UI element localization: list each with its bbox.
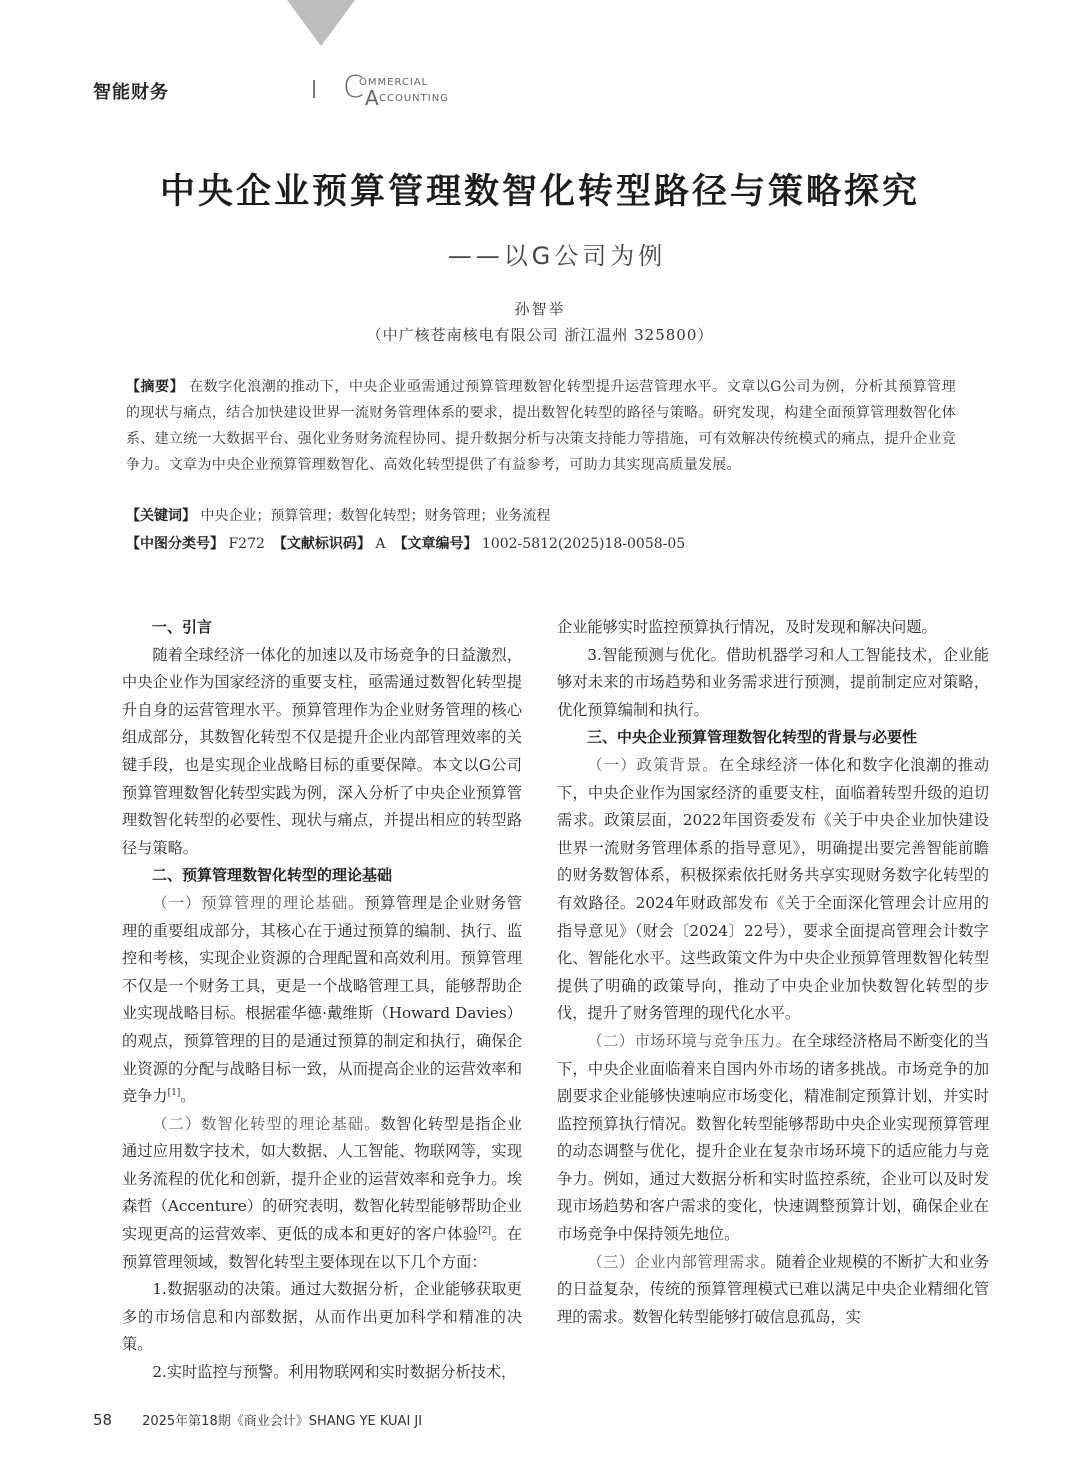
clc-value: F272 xyxy=(228,536,265,552)
article-title: 中央企业预算管理数智化转型路径与策略探究 xyxy=(159,172,920,212)
market-text: 在全球经济格局不断变化的当下，中央企业面临着来自国内外市场的诸多挑战。市场竞争的加剧要求企业能够快速响应市场变化，精准制定预算计划，并实时监控预算执行情况。数智化转型能够帮助中央企业实现预算管理的动态调整与优化，提升企业在复杂市场环境下的适应能力与竞争力。例如，通过大数据分析和实时监控系统，企业可以及时发现市场趋势和客户需求的变化，快速调整预算计划，确保企业在市场竞争中保持领先地位。 xyxy=(557,1031,990,1244)
budget-theory-end: 。 xyxy=(180,1087,196,1106)
heading-background: 三、中央企业预算管理数智化转型的背景与必要性 xyxy=(587,728,918,747)
logo-line1: OMMERCIAL xyxy=(359,77,429,88)
digital-theory-paragraph xyxy=(122,1111,522,1277)
policy-paragraph xyxy=(557,752,989,1028)
right-column xyxy=(557,614,989,1331)
doccode-label: 【文献标识码】 xyxy=(272,536,371,552)
heading-theory: 二、预算管理数智化转型的理论基础 xyxy=(152,866,393,885)
point-3-paragraph: 3.智能预测与优化。借助机器学习和人工智能技术，企业能够对未来的市场趋势和业务需求进行预测，提前制定应对策略，优化预算编制和执行。 xyxy=(557,645,989,719)
subheading-digital-theory: （二）数智化转型的理论基础。 xyxy=(152,1114,381,1133)
articleno-value: 1002-5812(2025)18-0058-05 xyxy=(481,536,686,552)
point-2-continued: 企业能够实时监控预算执行情况，及时发现和解决问题。 xyxy=(557,618,937,636)
keywords-text: 中央企业；预算管理；数智化转型；财务管理；业务流程 xyxy=(200,508,551,524)
subheading-market: （二）市场环境与竞争压力。 xyxy=(587,1031,792,1050)
keywords xyxy=(126,506,956,526)
abstract-text: 在数字化浪潮的推动下，中央企业亟需通过预算管理数智化转型提升运营管理水平。文章以G公司为例，分析其预算管理的现状与痛点，结合加快建设世界一流财务管理体系的要求，提出数智化转型的路径与策略。研究发现，构建全面预算管理数智化体系、建立统一大数据平台、强化业务财务流程协同、提升数据分析与决策支持能力等措施，可有效解决传统模式的痛点，提升企业竞争力。文章为中央企业预算管理数智化、高效化转型提供了有益参考，可助力其实现高质量发展。 xyxy=(126,379,956,473)
article-subtitle: ——以G公司为例 xyxy=(447,242,667,270)
author-name: 孙智举 xyxy=(514,300,566,318)
internal-text: 随着企业规模的不断扩大和业务的日益复杂，传统的预算管理模式已难以满足中央企业精细化管理的需求。数智化转型能够打破信息孤岛，实 xyxy=(557,1252,990,1326)
clc-label: 【中图分类号】 xyxy=(126,536,224,552)
issue-info: 2025年第18期《商业会计》SHANG YE KUAI JI xyxy=(142,1414,423,1429)
digital-theory-end: 。在预算管理领域，数智化转型主要体现在以下几个方面： xyxy=(122,1225,523,1271)
ref-2: [2] xyxy=(478,1226,492,1236)
digital-theory-text: 数智化转型是指企业通过应用数字技术，如大数据、人工智能、物联网等，实现业务流程的优化和创新，提升企业的运营效率和竞争力。埃森哲（Accenture）的研究表明，数智化转型能够帮助企业实现更高的运营效率、更低的成本和更好的客户体验 xyxy=(122,1114,523,1244)
subheading-internal: （三）企业内部管理需求。 xyxy=(587,1252,776,1271)
point-1-paragraph: 1.数据驱动的决策。通过大数据分析，企业能够获取更多的市场信息和内部数据，从而作出更加科学和精准的决策。 xyxy=(122,1280,522,1354)
policy-text: 在全球经济一体化和数字化浪潮的推动下，中央企业作为国家经济的重要支柱，面临着转型升级的迫切需求。政策层面，2022年国资委发布《关于中央企业加快建设世界一流财务管理体系的指导意见》，明确提出要完善智能前瞻的财务数智体系，积极探索依托财务共享实现财务数字化转型的有效路径。2024年财政部发布《关于全面深化管理会计应用的指导意见》（财会〔2024〕22号），要求全面提高管理会计数字化、智能化水平。这些政策文件为中央企业预算管理数智化转型提供了明确的政策导向，推动了中央企业加快数智化转型的步伐，提升了财务管理的现代化水平。 xyxy=(557,755,990,1023)
logo-line2: CCOUNTING xyxy=(379,93,449,104)
subheading-budget-theory: （一）预算管理的理论基础。 xyxy=(152,893,365,912)
section-label: 智能财务 xyxy=(93,82,169,103)
budget-theory-paragraph xyxy=(122,890,522,1111)
classification-line xyxy=(126,534,956,554)
market-paragraph xyxy=(557,1028,989,1249)
abstract-label: 【摘要】 xyxy=(126,379,185,395)
header-divider xyxy=(313,80,315,98)
heading-introduction: 一、引言 xyxy=(152,618,213,636)
subheading-policy: （一）政策背景。 xyxy=(587,755,719,774)
logo-letter-c: C xyxy=(343,70,364,105)
internal-paragraph xyxy=(557,1249,989,1332)
abstract xyxy=(126,374,956,478)
point-2-paragraph: 2.实时监控与预警。利用物联网和实时数据分析技术， xyxy=(152,1363,517,1382)
ref-1: [1] xyxy=(167,1088,181,1099)
left-column xyxy=(122,614,522,1387)
page-footer xyxy=(93,1410,422,1429)
logo-letter-a: A xyxy=(365,86,379,110)
keywords-label: 【关键词】 xyxy=(126,508,196,524)
doccode-value: A xyxy=(375,536,386,552)
page-number: 58 xyxy=(93,1411,113,1429)
articleno-label: 【文章编号】 xyxy=(393,536,478,552)
journal-logo xyxy=(343,70,463,110)
budget-theory-text: 预算管理是企业财务管理的重要组成部分，其核心在于通过预算的编制、执行、监控和考核，实现企业资源的合理配置和高效利用。预算管理不仅是一个财务工具，更是一个战略管理工具，能够帮助企业实现战略目标。根据霍华德·戴维斯（Howard Davies）的观点，预算管理的目的是通过预算的制定和执行，确保企业资源的分配与战略目标一致，从而提高企业的运营效率和竞争力 xyxy=(122,893,523,1106)
header-triangle-ornament xyxy=(287,0,355,48)
intro-paragraph: 随着全球经济一体化的加速以及市场竞争的日益激烈，中央企业作为国家经济的重要支柱，亟需通过数智化转型提升自身的运营管理水平。预算管理作为企业财务管理的核心组成部分，其数智化转型不仅是提升企业内部管理效率的关键手段，也是实现企业战略目标的重要保障。本文以G公司预算管理数智化转型实践为例，深入分析了中央企业预算管理数智化转型的必要性、现状与痛点，并提出相应的转型路径与策略。 xyxy=(122,645,522,857)
author-affiliation: （中广核苍南核电有限公司 浙江温州 325800） xyxy=(366,326,714,344)
